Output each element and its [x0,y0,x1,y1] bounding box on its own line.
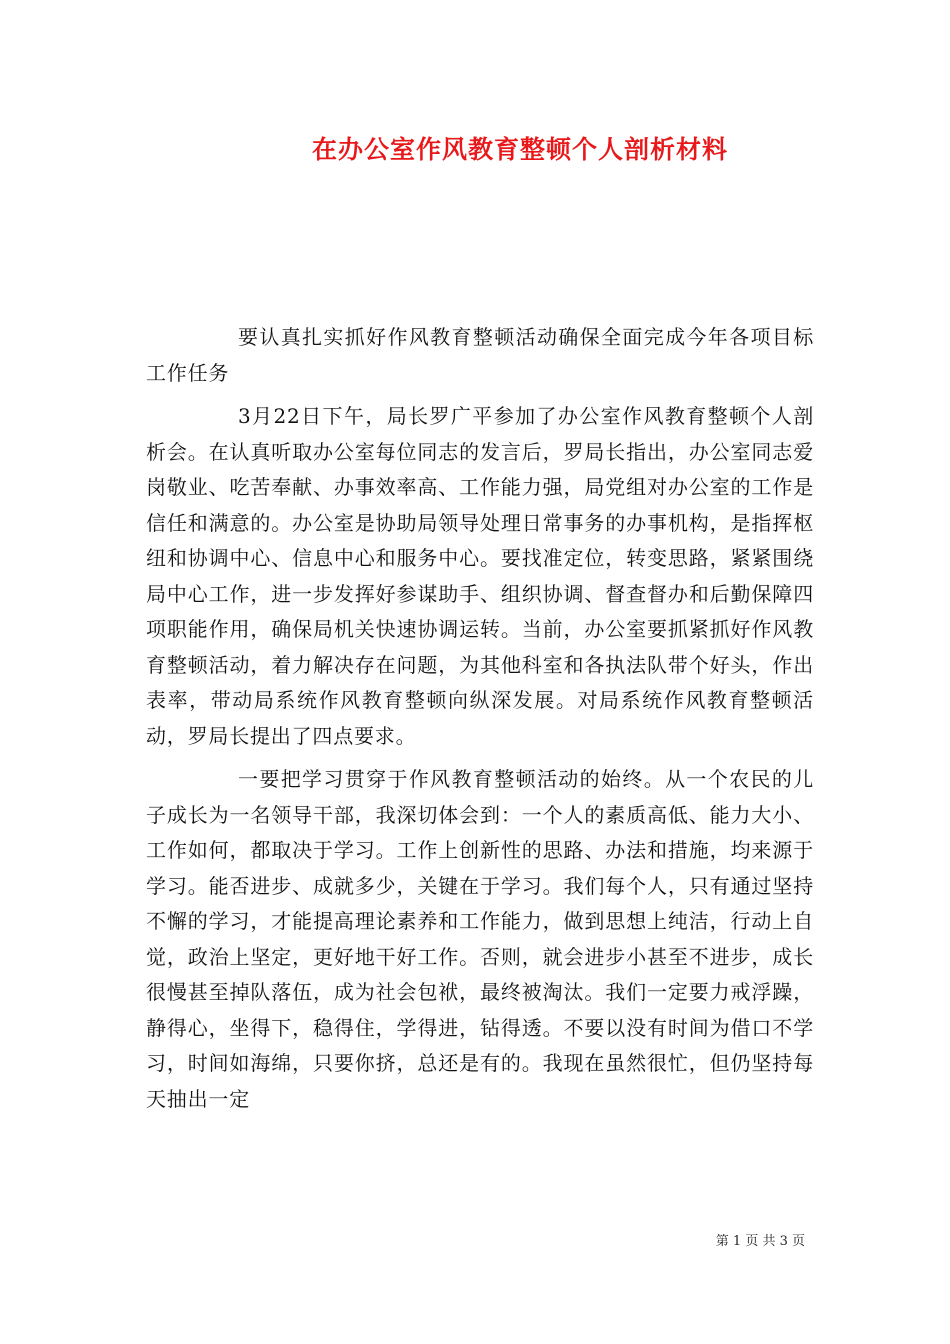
document-title: 在办公室作风教育整顿个人剖析材料 [311,135,728,164]
document-body [146,320,814,1117]
page-number: 第 1 页 共 3 页 [715,1234,805,1249]
paragraph-2: 3月22日下午，局长罗广平参加了办公室作风教育整顿个人剖析会。在认真听取办公室每位同志的发言后，罗局长指出，办公室同志爱岗敬业、吃苦奉献、办事效率高、工作能力强，局党组对办公室的工作是信任和满意的。办公室是协助局领导处理日常事务的办事机构，是指挥枢纽和协调中心、信息中心和服务中心。要找准定位，转变思路，紧紧围绕局中心工作，进一步发挥好参谋助手、组织协调、督查督办和后勤保障四项职能作用，确保局机关快速协调运转。当前，办公室要抓紧抓好作风教育整顿活动，着力解决存在问题，为其他科室和各执法队带个好头，作出表率，带动局系统作风教育整顿向纵深发展。对局系统作风教育整顿活动，罗局长提出了四点要求。 [146,404,814,748]
paragraph-3: 一要把学习贯穿于作风教育整顿活动的始终。从一个农民的儿子成长为一名领导干部，我深切体会到：一个人的素质高低、能力大小、工作如何，都取决于学习。工作上创新性的思路、办法和措施，均来源于学习。能否进步、成就多少，关键在于学习。我们每个人，只有通过坚持不懈的学习，才能提高理论素养和工作能力，做到思想上纯洁，行动上自觉，政治上坚定，更好地干好工作。否则，就会进步小甚至不进步，成长很慢甚至掉队落伍，成为社会包袱，最终被淘汰。我们一定要力戒浮躁，静得心，坐得下，稳得住，学得进，钻得透。不要以没有时间为借口不学习，时间如海绵，只要你挤，总还是有的。我现在虽然很忙，但仍坚持每天抽出一定 [146,767,814,1111]
paragraph-1: 要认真扎实抓好作风教育整顿活动确保全面完成今年各项目标工作任务 [146,325,814,385]
